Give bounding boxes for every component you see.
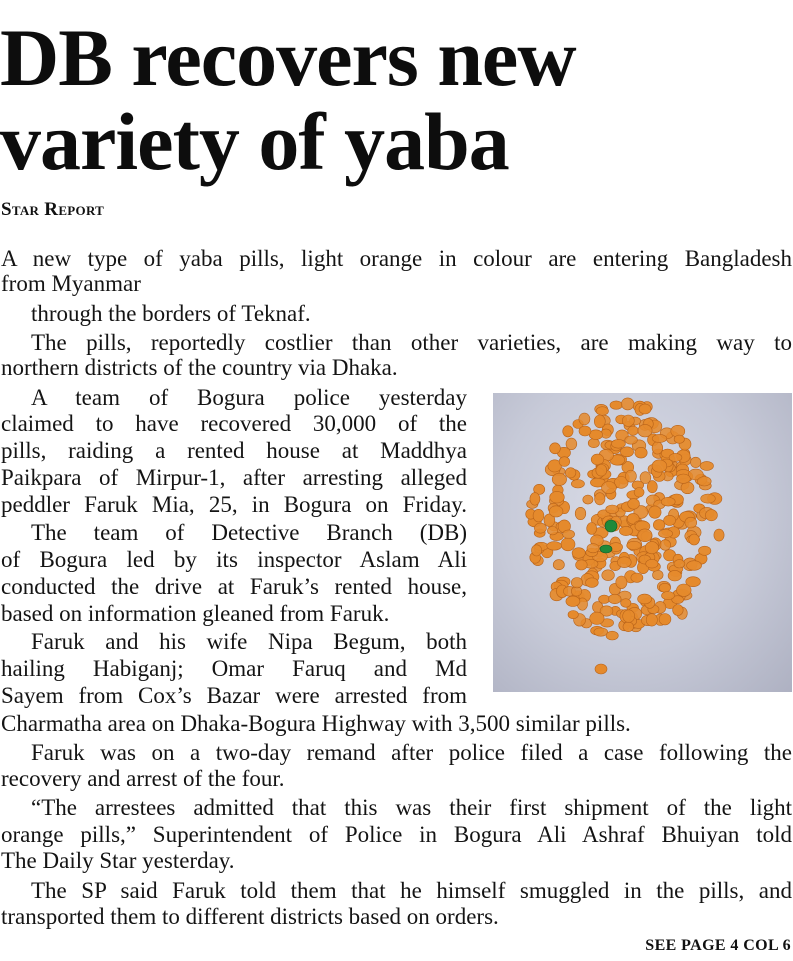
pill [549, 506, 563, 517]
pill [668, 570, 681, 581]
pill [631, 573, 643, 582]
body-line: claimed to have recovered 30,000 of the [1, 411, 467, 436]
pill [565, 468, 576, 478]
pill [602, 570, 615, 581]
pill [572, 548, 585, 559]
pill [530, 493, 540, 506]
pill [646, 559, 658, 568]
body-line: The pills, reportedly costlier than other varieties, are making way to [31, 330, 792, 355]
pill [552, 473, 566, 485]
pill [623, 622, 634, 632]
pill [652, 442, 663, 454]
pill [563, 530, 575, 539]
pill [669, 453, 682, 461]
body-line: The SP said Faruk told them that he himself smuggled in the pills, and [31, 878, 792, 903]
pill [534, 523, 546, 533]
headline [0, 12, 793, 187]
pill [620, 447, 633, 457]
pill [571, 578, 582, 588]
pill [625, 436, 638, 444]
pill [623, 610, 635, 623]
pill [701, 494, 716, 503]
pill [561, 538, 575, 551]
pill [638, 594, 652, 604]
body-line: “The arrestees admitted that this was their first shipment of the light [31, 795, 792, 820]
headline-line-2: variety of yaba [0, 96, 509, 187]
pill [611, 439, 625, 448]
body-line: northern districts of the country via Dhaka. [1, 355, 398, 380]
pill [532, 545, 542, 556]
pill [649, 506, 661, 518]
pill [568, 611, 578, 619]
body-line: The team of Detective Branch (DB) [31, 520, 467, 545]
pill [594, 628, 608, 636]
green-pill [600, 545, 612, 553]
pill [662, 592, 675, 600]
pill [583, 495, 593, 504]
body-line: from Myanmar [1, 271, 141, 296]
pill [533, 509, 544, 522]
pill [685, 517, 697, 528]
pill [617, 557, 631, 568]
pill [547, 527, 557, 535]
pill [588, 439, 599, 448]
body-line: of Bogura led by its inspector Aslam Ali [1, 547, 467, 572]
body-line: Charmatha area on Dhaka-Bogura Highway with 3,500 similar pills. [1, 711, 631, 736]
body-line: transported them to different districts based on orders. [1, 904, 499, 929]
pill [674, 560, 685, 568]
pill [575, 507, 586, 519]
pill [634, 488, 644, 498]
pill [639, 404, 651, 414]
pill [697, 477, 711, 486]
pill [699, 546, 711, 555]
pill [566, 596, 580, 606]
pill [606, 631, 618, 640]
body-line: conducted the drive at Faruk’s rented house, [1, 574, 467, 599]
pill [689, 534, 700, 545]
pill [616, 576, 627, 589]
pill [547, 542, 562, 551]
pill [659, 614, 671, 625]
body-line: Faruk and his wife Nipa Begum, both [31, 629, 467, 654]
pill [579, 413, 590, 425]
body-line: pills, raiding a rented house at Maddhya [1, 438, 467, 463]
pill [661, 497, 675, 506]
pill [609, 594, 622, 604]
pill [550, 443, 561, 454]
pill [687, 561, 702, 571]
pill [645, 542, 658, 554]
pill [621, 599, 631, 608]
body-line: based on information gleaned from Faruk. [1, 601, 390, 626]
pill [576, 560, 588, 570]
pill [553, 560, 564, 570]
pill [700, 461, 713, 470]
pill [635, 447, 647, 458]
pill [579, 426, 591, 436]
body-line: A team of Bogura police yesterday [31, 385, 467, 410]
pill [673, 605, 684, 616]
pill [705, 510, 717, 521]
pill [606, 505, 619, 514]
pills-photo [493, 393, 792, 692]
pill [571, 480, 584, 488]
pill [653, 520, 665, 531]
pill [622, 415, 634, 426]
pill [653, 570, 664, 580]
pill [677, 584, 692, 596]
green-pill [605, 520, 617, 532]
pill [638, 424, 652, 437]
pills-photo-drawing [493, 393, 792, 692]
pill [628, 426, 639, 435]
body-line: Sayem from Cox’s Bazar were arrested from [1, 683, 467, 708]
body-line: recovery and arrest of the four. [1, 766, 285, 791]
pill [664, 515, 676, 525]
body-line: hailing Habiganj; Omar Faruq and Md [1, 656, 467, 681]
pill [596, 407, 608, 416]
byline: Star Report [1, 199, 105, 220]
headline-line-1: DB recovers new [0, 12, 576, 103]
pill [587, 523, 597, 535]
pill [595, 493, 605, 505]
pill [590, 612, 604, 624]
pill [559, 457, 570, 467]
continuation-line: SEE PAGE 4 COL 6 [645, 937, 791, 954]
pill [550, 491, 565, 503]
pill [638, 529, 652, 542]
body-line: Paikpara of Mirpur-1, after arresting alleged [1, 465, 467, 490]
pill [563, 426, 573, 437]
pill [621, 398, 634, 410]
body-line: peddler Faruk Mia, 25, in Bogura on Friday. [1, 492, 467, 517]
body-line: Faruk was on a two-day remand after police filed a case following the [31, 740, 792, 765]
pill [677, 474, 691, 483]
pill [594, 415, 605, 428]
pill [660, 540, 671, 551]
pill [599, 595, 610, 603]
body-line: through the borders of Teknaf. [31, 301, 311, 326]
pill [691, 457, 701, 467]
pill [627, 541, 641, 550]
pill [625, 470, 636, 482]
pill [659, 583, 670, 592]
pill [658, 530, 672, 538]
pill [596, 465, 607, 477]
pill [714, 529, 724, 541]
pill [619, 526, 632, 535]
pill [587, 544, 599, 553]
pill [646, 614, 657, 626]
pill [595, 664, 607, 674]
pill [674, 435, 684, 443]
pill [602, 482, 617, 494]
pill [586, 578, 599, 588]
pill [652, 460, 667, 472]
body-line: The Daily Star yesterday. [1, 848, 235, 873]
pill [628, 499, 640, 510]
body-line: orange pills,” Superintendent of Police in Bogura Ali Ashraf Bhuiyan told [1, 822, 792, 847]
pill [652, 434, 667, 442]
pill [640, 472, 651, 484]
pill [610, 401, 622, 409]
body-line: A new type of yaba pills, light orange in colour are entering Bangladesh [1, 246, 792, 271]
